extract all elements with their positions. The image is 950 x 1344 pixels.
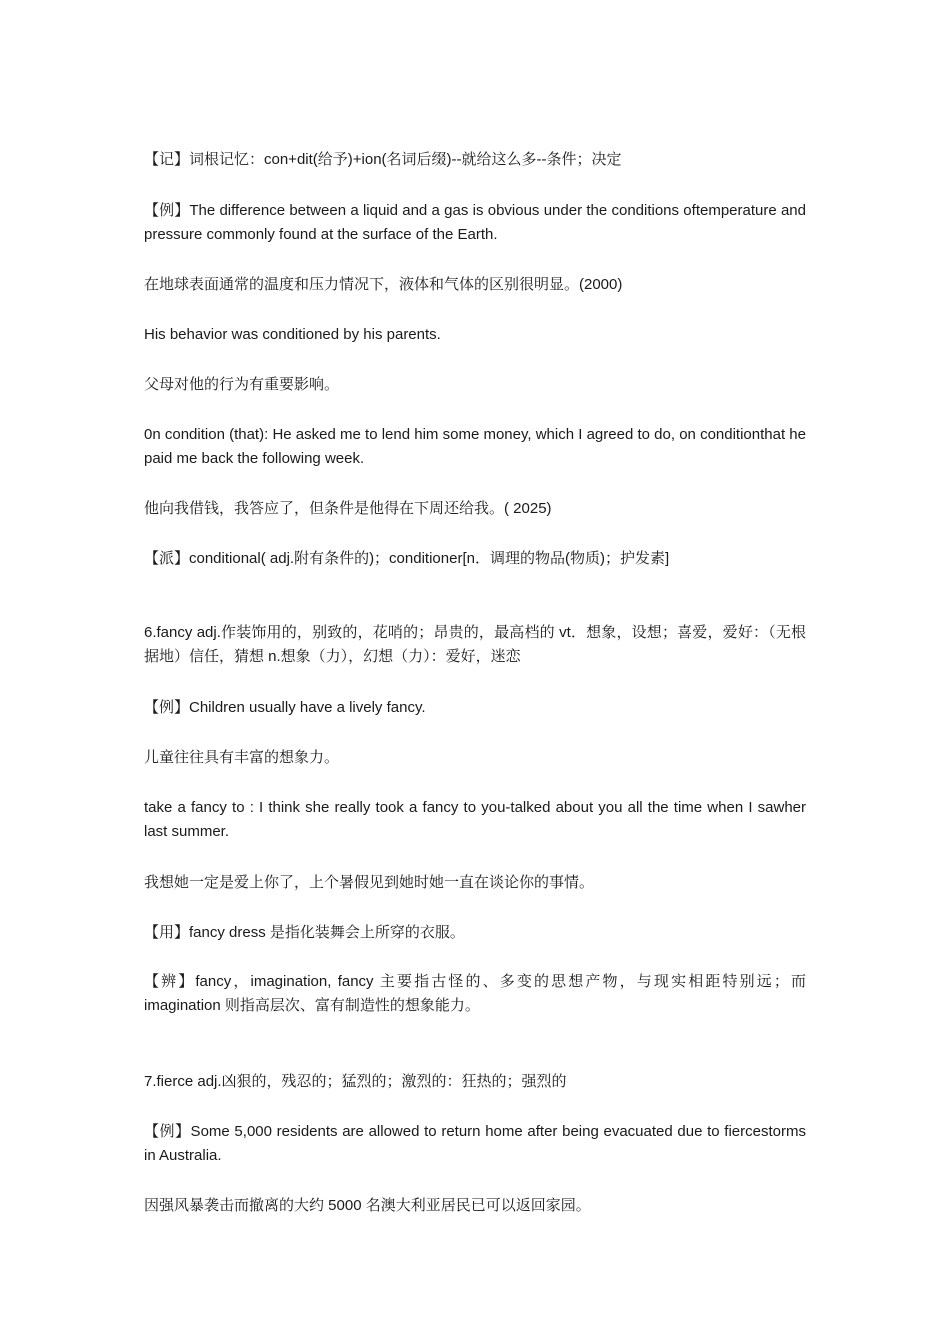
paragraph-example-fierce: 【例】Some 5,000 residents are allowed to return home after being evacuated due to fiercestorms in Australia. — [144, 1123, 806, 1164]
paragraph-take-a-fancy: take a fancy to : I think she really took a fancy to you-talked about you all the time when I sawher last summer. — [144, 799, 806, 840]
paragraph-translation-conditioned: 父母对他的行为有重要影响。 — [144, 376, 340, 393]
paragraph-distinction-fancy: 【辨】fancy，imagination, fancy 主要指古怪的、多变的思想产物，与现实相距特别远；而 imagination 则指高层次、富有制造性的想象能力。 — [144, 973, 806, 1014]
paragraph-translation-fierce: 因强风暴袭击而撤离的大约 5000 名澳大利亚居民已可以返回家园。 — [144, 1197, 591, 1214]
paragraph-on-condition: 0n condition (that): He asked me to lend him some money, which I agreed to do, on conditionthat he paid me back the following week. — [144, 426, 806, 467]
paragraph-translation-on-condition: 他向我借钱，我答应了，但条件是他得在下周还给我。( 2025) — [144, 500, 552, 517]
entry-heading-fierce: 7.fierce adj.凶狠的，残忍的；猛烈的；激烈的：狂热的；强烈的 — [144, 1073, 567, 1090]
entry-heading-fancy: 6.fancy adj.作装饰用的，别致的，花哨的；昂贵的，最高档的 vt．想象，设想；喜爱，爱好：（无根据地）信任，猜想 n.想象（力），幻想（力）：爱好，迷恋 — [144, 624, 806, 665]
paragraph-derivatives: 【派】conditional( adj.附有条件的)；conditioner[n．调理的物品(物质)；护发素] — [144, 550, 670, 567]
paragraph-translation-condition: 在地球表面通常的温度和压力情况下，液体和气体的区别很明显。(2000) — [144, 276, 623, 293]
paragraph-translation-take-a-fancy: 我想她一定是爱上你了，上个暑假见到她时她一直在谈论你的事情。 — [144, 874, 595, 891]
paragraph-translation-fancy: 儿童往往具有丰富的想象力。 — [144, 749, 340, 766]
paragraph-example-fancy: 【例】Children usually have a lively fancy. — [144, 699, 426, 716]
paragraph-mnemonic: 【记】词根记忆：con+dit(给予)+ion(名词后缀)--就给这么多--条件；决定 — [144, 151, 622, 168]
paragraph-usage-fancy-dress: 【用】fancy dress 是指化装舞会上所穿的衣服。 — [144, 924, 465, 941]
paragraph-example-condition: 【例】The difference between a liquid and a gas is obvious under the conditions oftemperature and pressure commonly found at the surface of the Earth. — [144, 202, 806, 243]
paragraph-example-conditioned: His behavior was conditioned by his parents. — [144, 326, 441, 343]
